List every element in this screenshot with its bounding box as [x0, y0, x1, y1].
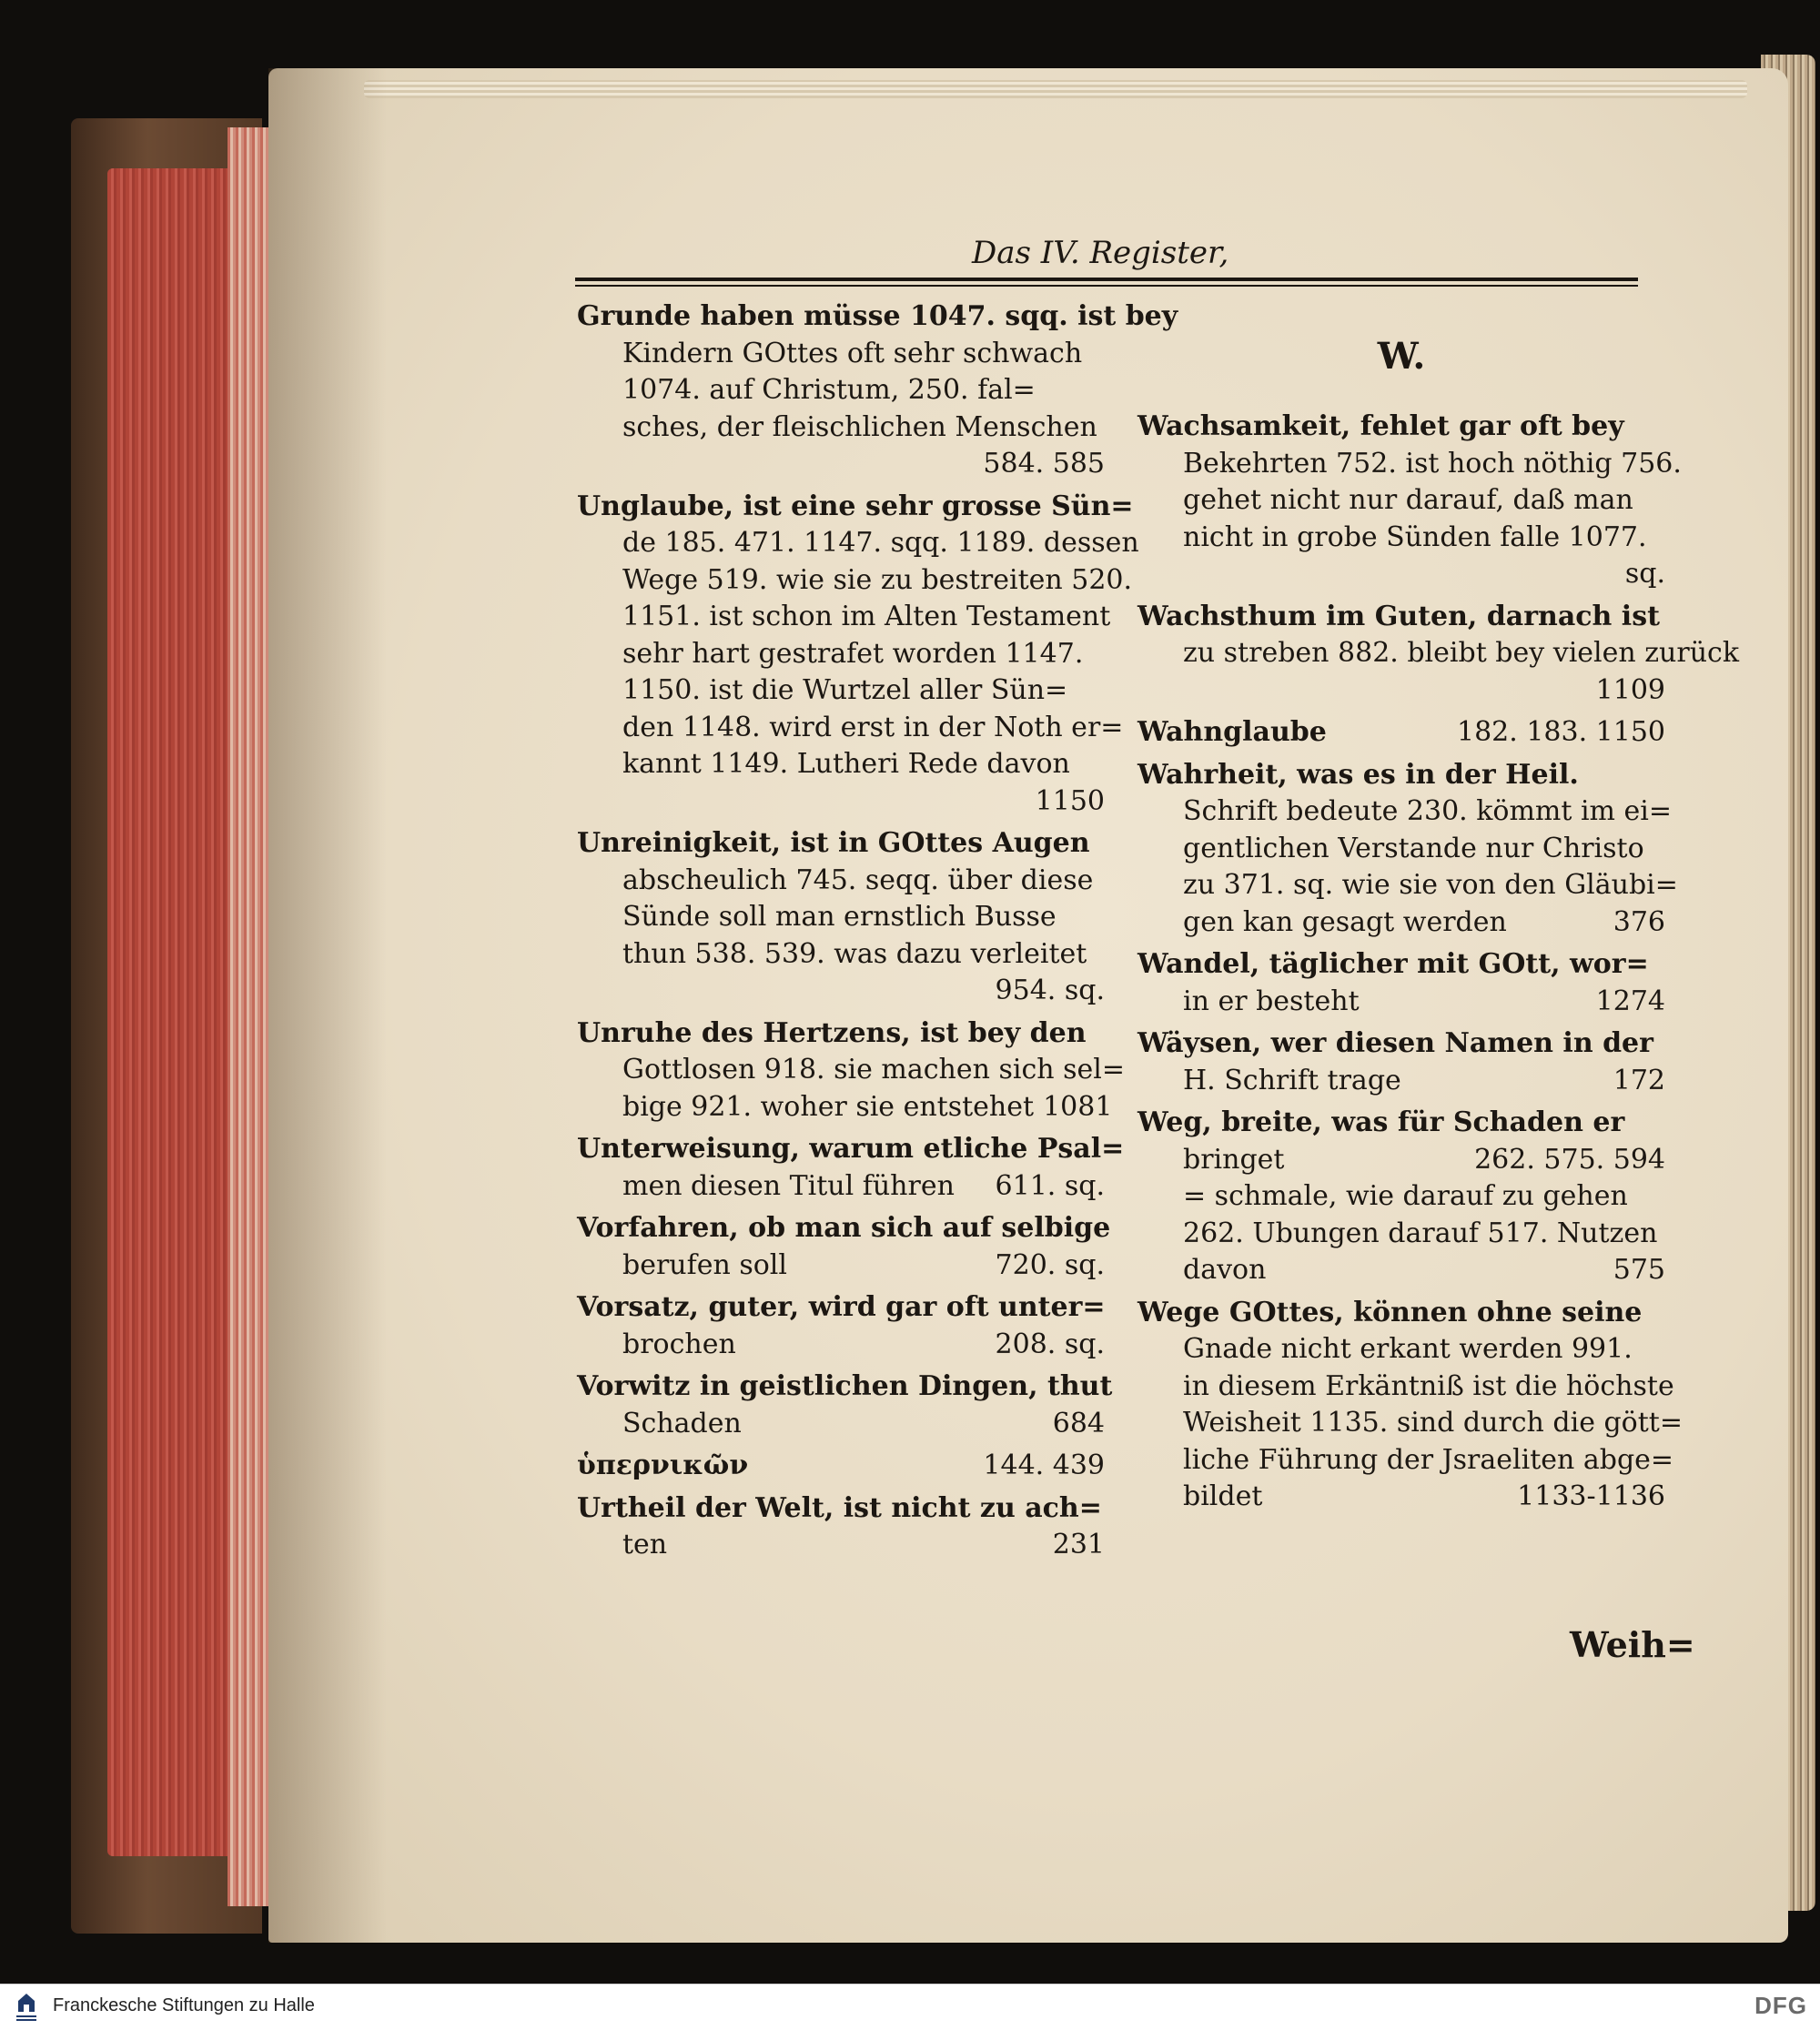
index-entry — [1138, 714, 1665, 752]
index-line — [1138, 867, 1678, 904]
index-line — [577, 298, 1178, 336]
entry-text: Bekehrten 752. ist hoch nöthig 756. — [1183, 447, 1682, 480]
header-rule — [575, 278, 1638, 281]
page-reference: 1150 — [1035, 784, 1105, 817]
entry-text: ten — [622, 1529, 668, 1560]
index-entry — [577, 1131, 1125, 1205]
entry-text: 1150. ist die Wurtzel aller Sün= — [622, 674, 1068, 706]
entry-text: Gnade nicht erkant werden 991. — [1183, 1333, 1633, 1365]
entry-text: Kindern GOttes oft sehr schwach — [622, 337, 1083, 369]
index-line — [577, 525, 1139, 562]
index-line — [1138, 1331, 1665, 1368]
entry-headword-line: Unruhe des Hertzens, ist bey den — [577, 1016, 1087, 1049]
index-entry — [577, 1289, 1105, 1363]
page-reference: 1109 — [1595, 673, 1665, 706]
entry-headword-line: Wachsamkeit, fehlet gar oft bey — [1138, 410, 1624, 442]
left-column — [577, 298, 1178, 1570]
index-line — [577, 1368, 1113, 1406]
entry-text: in diesem Erkäntniß ist die höchste — [1183, 1369, 1674, 1402]
index-line — [1138, 1178, 1665, 1216]
entry-text: Wege 519. wie sie zu bestreiten 520. — [622, 563, 1133, 596]
institution-logo-icon — [13, 1990, 40, 2025]
index-entry — [577, 1490, 1105, 1564]
entry-text: davon — [1183, 1254, 1267, 1286]
entry-text: berufen soll — [622, 1248, 787, 1281]
index-entry — [1138, 599, 1740, 710]
entry-text: sches, der fleischlichen Menschen — [622, 410, 1097, 443]
page-reference: 262. 575. 594 — [1474, 1143, 1665, 1176]
index-line — [577, 1527, 1105, 1564]
page-top-edges — [364, 80, 1747, 98]
entry-text: in er besteht — [1183, 985, 1360, 1017]
entry-text: nicht in grobe Sünden falle 1077. — [1183, 520, 1647, 553]
index-entry — [577, 1015, 1126, 1126]
entry-text: men diesen Titul führen — [622, 1169, 955, 1202]
entry-text: zu streben 882. bleibt bey vielen zurück — [1183, 637, 1740, 669]
index-line — [1138, 1252, 1665, 1289]
index-line — [577, 1448, 1105, 1485]
page-reference: 208. sq. — [995, 1328, 1105, 1360]
index-line — [577, 1015, 1105, 1053]
index-line — [1138, 1295, 1665, 1332]
right-column — [1138, 298, 1740, 1521]
index-line — [577, 1327, 1105, 1364]
dfg-logo: DFG — [1754, 1992, 1807, 2019]
index-entry — [577, 1210, 1111, 1284]
entry-headword-line: Vorwitz in geistlichen Dingen, thut — [577, 1370, 1113, 1402]
index-line — [577, 372, 1105, 409]
entry-headword-line: Unglaube, ist eine sehr grosse Sün= — [577, 490, 1134, 522]
header-rule-thin — [575, 285, 1638, 287]
index-entry — [577, 825, 1105, 1010]
entry-headword-line: Wäysen, wer diesen Namen in der — [1138, 1027, 1653, 1059]
index-line — [1138, 482, 1665, 520]
index-line — [1138, 1105, 1665, 1142]
index-line — [577, 936, 1105, 974]
entry-text: 1151. ist schon im Alten Testament — [622, 601, 1111, 632]
index-line — [577, 825, 1105, 863]
index-line — [577, 1247, 1105, 1285]
index-line — [577, 863, 1105, 900]
index-line — [1138, 1142, 1665, 1179]
entry-headword-line: Wandel, täglicher mit GOtt, wor= — [1138, 948, 1649, 980]
index-line — [1138, 904, 1665, 942]
entry-headword-line: Wachsthum im Guten, darnach ist — [1138, 600, 1660, 632]
index-entry — [1138, 757, 1678, 942]
index-line — [1138, 831, 1665, 868]
index-line — [577, 1289, 1105, 1327]
index-line — [1138, 1025, 1665, 1063]
index-line — [1138, 793, 1673, 831]
index-entry — [577, 298, 1178, 483]
index-line — [1138, 556, 1665, 593]
page-reference: 684 — [1052, 1407, 1105, 1439]
entry-text: gehet nicht nur darauf, daß man — [1183, 484, 1633, 516]
page-reference: 1081 — [1043, 1090, 1113, 1123]
entry-text: abscheulich 745. seqq. über diese — [622, 864, 1094, 896]
page-reference: 172 — [1613, 1064, 1665, 1096]
index-line — [577, 562, 1133, 600]
index-line — [1138, 1479, 1665, 1516]
index-entry — [1138, 1105, 1665, 1289]
page-reference: 575 — [1613, 1254, 1665, 1286]
entry-text: de 185. 471. 1147. sqq. 1189. dessen — [622, 527, 1139, 559]
index-line — [1138, 409, 1665, 446]
catchword: Weih= — [1570, 1624, 1695, 1665]
index-line — [577, 746, 1105, 783]
index-entry — [577, 1368, 1113, 1442]
page-reference: 720. sq. — [995, 1248, 1105, 1281]
page-reference: 1274 — [1595, 985, 1665, 1017]
page-reference: sq. — [1624, 558, 1665, 590]
red-page-edge — [107, 168, 231, 1856]
index-line — [577, 409, 1105, 447]
index-line — [577, 783, 1105, 821]
entry-text: gentlichen Verstande nur Christo — [1183, 832, 1644, 864]
index-line — [577, 1052, 1126, 1089]
entry-text: sehr hart gestrafet worden 1147. — [622, 637, 1084, 670]
entry-text: gen kan gesagt werden — [1183, 905, 1507, 938]
index-line — [1138, 672, 1665, 710]
entry-text: zu 371. sq. wie sie von den Gläubi= — [1183, 869, 1678, 901]
entry-text: = schmale, wie darauf zu gehen — [1183, 1180, 1628, 1212]
index-line — [577, 1131, 1125, 1168]
index-line — [1138, 714, 1665, 752]
index-line — [1138, 446, 1682, 483]
index-line — [577, 1168, 1105, 1206]
index-line — [1138, 520, 1665, 557]
entry-headword-line: Vorfahren, ob man sich auf selbige — [577, 1212, 1111, 1244]
index-line — [1138, 599, 1665, 636]
section-letter: W. — [1377, 335, 1426, 378]
index-line — [577, 599, 1111, 636]
entry-text: Weisheit 1135. sind durch die gött= — [1183, 1407, 1683, 1439]
running-title: Das IV. Register, — [972, 235, 1229, 271]
index-line — [1138, 946, 1665, 984]
entry-headword-line: Urtheil der Welt, ist nicht zu ach= — [577, 1491, 1102, 1524]
entry-text: 262. Ubungen darauf 517. Nutzen — [1183, 1217, 1658, 1249]
index-line — [577, 1406, 1105, 1443]
index-line — [577, 1490, 1105, 1528]
entry-text: liche Führung der Jsraeliten abge= — [1183, 1443, 1674, 1476]
index-entry — [1138, 1025, 1665, 1099]
index-line — [577, 973, 1105, 1010]
page-reference: 144. 439 — [983, 1449, 1105, 1481]
entry-text: Schrift bedeute 230. kömmt im ei= — [1183, 795, 1673, 827]
entry-headword-line: Grunde haben müsse 1047. sqq. ist bey — [577, 300, 1178, 332]
entry-text: 1074. auf Christum, 250. fal= — [622, 374, 1036, 406]
index-line — [577, 1210, 1111, 1247]
entry-text: Schaden — [622, 1407, 742, 1439]
gutter-shadow — [268, 68, 387, 1943]
page-reference: 1133-1136 — [1517, 1480, 1665, 1512]
page-reference: 376 — [1613, 905, 1665, 938]
index-line — [1138, 1063, 1665, 1100]
index-entry — [577, 489, 1139, 821]
entry-text: Gottlosen 918. sie machen sich sel= — [622, 1054, 1126, 1086]
index-line — [577, 672, 1105, 710]
footer-bar — [0, 1984, 1820, 2030]
entry-text: H. Schrift trage — [1183, 1064, 1401, 1096]
index-line — [1138, 1368, 1674, 1406]
entry-headword-line: Unreinigkeit, ist in GOttes Augen — [577, 827, 1090, 859]
index-line — [1138, 984, 1665, 1021]
page-reference: 611. sq. — [995, 1169, 1105, 1202]
entry-headword-line: Weg, breite, was für Schaden er — [1138, 1106, 1625, 1138]
index-line — [577, 710, 1124, 747]
page-reference: 954. sq. — [995, 975, 1105, 1006]
index-line — [1138, 1442, 1674, 1480]
page-reference: 231 — [1052, 1529, 1105, 1560]
index-entry — [1138, 409, 1682, 593]
entry-text: Sünde soll man ernstlich Busse — [622, 901, 1057, 933]
index-line — [1138, 1405, 1683, 1442]
entry-text: thun 538. 539. was dazu verleitet — [622, 937, 1087, 970]
entry-headword-line: Vorsatz, guter, wird gar oft unter= — [577, 1291, 1106, 1323]
page-reference: 584. 585 — [983, 448, 1105, 480]
right-column-entries — [1138, 409, 1740, 1516]
page-reference: 182. 183. 1150 — [1456, 716, 1665, 748]
index-line — [1138, 757, 1665, 794]
entry-text: bildet — [1183, 1480, 1263, 1512]
index-line — [577, 636, 1105, 673]
entry-headword-line: Wahnglaube — [1138, 716, 1327, 748]
index-entry — [577, 1448, 1105, 1485]
entry-headword-line: Unterweisung, warum etliche Psal= — [577, 1133, 1125, 1165]
entry-text: bige 921. woher sie entstehet — [622, 1090, 1035, 1123]
index-line — [577, 489, 1134, 526]
index-entry — [1138, 1295, 1683, 1516]
entry-headword-line: ὑπερνικῶν — [577, 1449, 749, 1481]
entry-text: bringet — [1183, 1143, 1285, 1176]
index-line — [1138, 635, 1740, 672]
entry-text: brochen — [622, 1328, 736, 1360]
index-line — [577, 899, 1105, 936]
index-line — [577, 336, 1105, 373]
entry-text: den 1148. wird erst in der Noth er= — [622, 711, 1124, 743]
entry-headword-line: Wahrheit, was es in der Heil. — [1138, 758, 1579, 791]
index-entry — [1138, 946, 1665, 1020]
index-line — [577, 1089, 1113, 1126]
entry-text: kannt 1149. Lutheri Rede davon — [622, 748, 1070, 780]
institution-name: Franckesche Stiftungen zu Halle — [53, 1995, 315, 2015]
entry-headword-line: Wege GOttes, können ohne seine — [1138, 1296, 1643, 1328]
index-line — [1138, 1216, 1665, 1253]
index-line — [577, 446, 1105, 483]
